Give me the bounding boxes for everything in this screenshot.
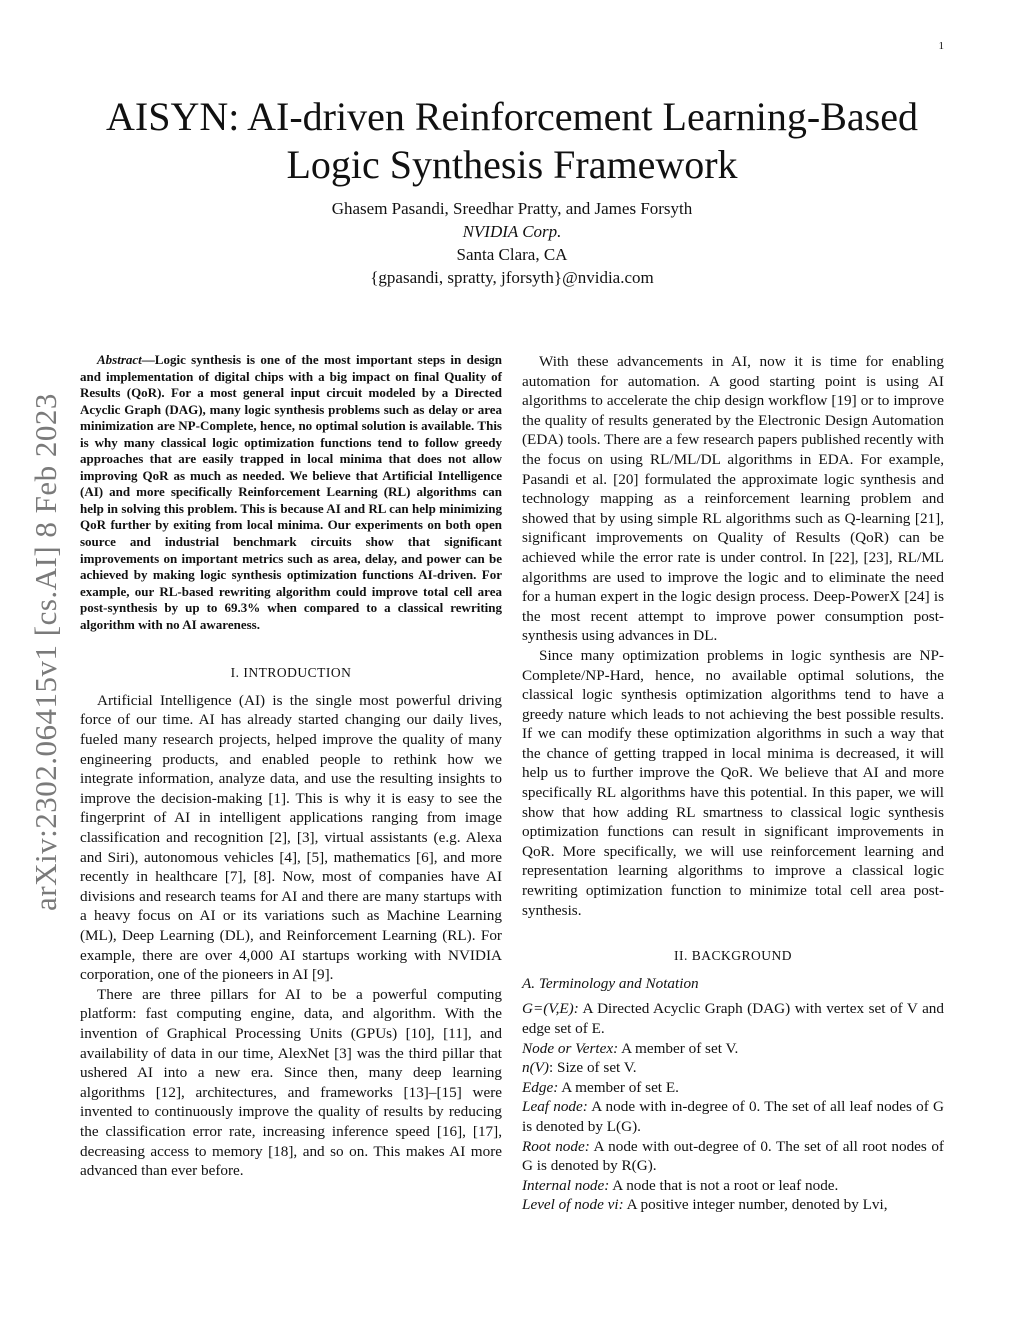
right-paragraph-1: With these advancements in AI, now it is time for enabling automation for automation. A good starting point is using AI algorithms to accelerate the chip design workflow [19] or to improve the quality of results generated by the Electronic Design Automation (EDA) tools. There are a few research papers published recently with the focus on using RL/ML/DL algorithms in EDA. For example, Pasandi et al. [20] formulated the approximate logic synthesis and technology mapping as a reinforcement learning problem and showed that by using simple RL algorithms such as Q-learning [21], significant improvements on Quality of Results (QoR) can be achieved while the error rate is under control. In [22], [23], RL/ML algorithms are used to improve the logic and to eliminate the need for a human expert in the logic design process. Deep-PowerX [24] is the most recent attempt to improve power consumption post-synthesis using advances in DL. [522, 353, 944, 645]
abstract [80, 352, 502, 633]
author-block [212, 197, 812, 289]
section-heading-introduction: I. INTRODUCTION [230, 665, 352, 681]
intro-paragraph-2: There are three pillars for AI to be a powerful computing platform: fast computing engine, data, and algorithm. With the invention of Graphical Processing Units (GPUs) [10], [11], and availability of data in our time, AlexNet [3] was the third pillar that ushered AI into a new era. Since then, many deep learning algorithms [12], architectures, and frameworks [13]–[15] were invented to continuously improve the quality of results by reducing the classification error rate, increasing inference speed [16], [17], decreasing access to memory [18], and so on. This makes AI more advanced than ever before. [80, 985, 502, 1180]
left-column [80, 352, 502, 1181]
abstract-text: —Logic synthesis is one of the most important steps in design and implementation of digital chips with a big impact on final Quality of Results (QoR). For a most general input circuit modeled by a Directed Acyclic Graph (DAG), many logic synthesis problems such as delay or area minimization are NP-Complete, hence, no optimal solution is available. This is why many classical logic optimization functions tend to follow greedy approaches that are easily trapped in local minima that does not allow improving QoR as much as needed. We believe that Artificial Intelligence (AI) and more specifically Reinforcement Learning (RL) algorithms can help in solving this problem. This is because AI and RL can help minimizing QoR further by exiting from local minima. Our experiments on both open source and industrial benchmark circuits show that significant improvements on important metrics such as area, delay, and power can be achieved by making logic synthesis optimization functions AI-driven. For example, our RL-based rewriting algorithm could improve total cell area post-synthesis by up to 69.3% when compared to a classical rewriting algorithm with no AI awareness. [80, 352, 502, 632]
title-line-1: AISYN: AI-driven Reinforcement Learning-Based [106, 94, 918, 139]
subsection-heading: A. Terminology and Notation [522, 974, 699, 992]
affiliation: NVIDIA Corp. [462, 222, 562, 241]
authors: Ghasem Pasandi, Sreedhar Pratty, and James Forsyth [331, 199, 693, 218]
location: Santa Clara, CA [456, 245, 568, 264]
term-item: Level of node vi: A positive integer number, denoted by Lvi, [522, 1196, 888, 1214]
email: {gpasandi, spratty, jforsyth}@nvidia.com [370, 268, 654, 287]
term-item: Leaf node: A node with in-degree of 0. The set of all leaf nodes of G is denoted by L(G). [522, 1098, 944, 1135]
abstract-label: Abstract [97, 352, 142, 367]
term-item: G=(V,E): A Directed Acyclic Graph (DAG) with vertex set of V and edge set of E. [522, 1000, 944, 1037]
right-paragraph-2: Since many optimization problems in logic synthesis are NP-Complete/NP-Hard, hence, no available optimal solutions, the classical logic synthesis optimization algorithms tend to have a greedy nature which leads to not achieving the best possible results. If we can modify these optimization algorithms in such a way that the chance of getting trapped in local minima is decreased, it will help us to further improve the QoR. We believe that AI and more specifically RL algorithms have this potential. In this paper, we will show that how adding RL smartness to classical logic synthesis optimization functions can result in significant improvements in QoR. More specifically, we will use reinforcement learning and representation learning algorithms to improve a classical logic rewriting optimization function to minimize total cell area post-synthesis. [522, 646, 944, 919]
term-item: Node or Vertex: A member of set V. [522, 1039, 739, 1057]
term-item: Root node: A node with out-degree of 0. The set of all root nodes of G is denoted by R(G). [522, 1137, 944, 1175]
title-line-2: Logic Synthesis Framework [286, 142, 738, 187]
paper-title [60, 93, 964, 189]
arxiv-identifier: arXiv:2302.06415v1 [cs.AI] 8 Feb 2023 [28, 393, 63, 911]
intro-paragraph-1: Artificial Intelligence (AI) is the single most powerful driving force of our time. AI has already started changing our daily lives, fueled many research projects, helped improve the quality of many engineering products, and enabled people to rethink how we integrate information, analyze data, and use the resulting insights to improve the decision-making [1]. This is why it is easy to see the fingerprint of AI in intelligent applications ranging from image classification and recognition [2], [3], virtual assistants (e.g. Alexa and Siri), autonomous vehicles [4], [5], mathematics [6], and more recently in healthcare [7], [8]. Now, most of companies have AI divisions and research teams for AI and there are many startups with a heavy focus on AI or its variations such as Machine Learning (ML), Deep Learning (DL), and Reinforcement Learning (RL). For example, there are over 4,000 AI startups working with NVIDIA corporation, one of the pioneers in AI [9]. [80, 691, 502, 984]
section-heading-background: II. BACKGROUND [674, 948, 792, 964]
right-column [522, 352, 944, 1215]
term-item: Internal node: A node that is not a root or leaf node. [522, 1176, 839, 1194]
term-item: Edge: A member of set E. [522, 1078, 679, 1096]
page-number: 1 [938, 40, 944, 52]
term-item: n(V): Size of set V. [522, 1059, 637, 1077]
